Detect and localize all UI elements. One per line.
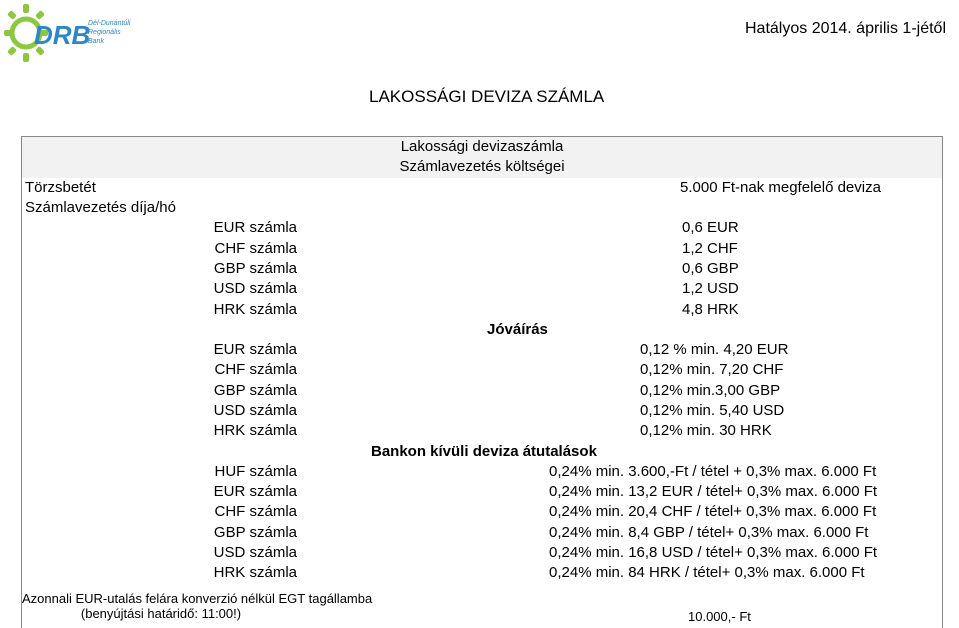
table-row — [22, 320, 942, 340]
table-row — [22, 563, 942, 583]
transfer-row-value: 0,24% min. 16,8 USD / tétel+ 0,3% max. 6.000 Ft — [549, 544, 878, 562]
instant-note-line2: (benyújtási határidő: 11:00!) — [80, 605, 242, 621]
credit-row-label: CHF számla — [214, 361, 297, 379]
table-row — [22, 238, 942, 258]
credit-row-label: HRK számla — [213, 422, 297, 440]
fee-row-label: CHF számla — [214, 239, 297, 257]
instant-transfer-value: 10.000,- Ft — [688, 608, 751, 624]
instant-note-line1: Azonnali EUR-utalás felára konverzió nélkül EGT tagállamba — [22, 590, 373, 606]
transfer-row-label: CHF számla — [214, 503, 297, 521]
credit-row-label: EUR számla — [213, 341, 297, 359]
transfer-row-value: 0,24% min. 84 HRK / tétel+ 0,3% max. 6.000 Ft — [549, 564, 865, 582]
table-row — [22, 279, 942, 299]
fee-label: Számlavezetés díja/hó — [25, 199, 176, 217]
transfer-heading: Bankon kívüli deviza átutalások — [371, 442, 597, 460]
table-row — [22, 401, 942, 421]
transfer-row-value: 0,24% min. 3.600,-Ft / tétel + 0,3% max. 6.000 Ft — [549, 462, 877, 480]
table-heading-row — [22, 137, 942, 157]
table-row — [22, 340, 942, 360]
fee-row-value: 0,6 EUR — [682, 219, 739, 237]
fee-row-value: 1,2 CHF — [682, 239, 738, 257]
bank-logo — [4, 2, 134, 64]
transfer-row-label: EUR számla — [213, 483, 297, 501]
table-row — [22, 441, 942, 461]
torzsbetet-value: 5.000 Ft-nak megfelelő deviza — [680, 178, 881, 196]
fee-row-value: 4,8 HRK — [682, 300, 739, 318]
credit-heading: Jóváírás — [487, 320, 548, 338]
transfer-row-label: HUF számla — [214, 462, 297, 480]
effective-date: Hatályos 2014. április 1-jétől — [745, 20, 946, 37]
fee-table — [22, 137, 942, 628]
credit-row-value: 0,12% min. 7,20 CHF — [640, 361, 784, 379]
transfer-row-label: USD számla — [213, 544, 297, 562]
transfer-row-value: 0,24% min. 13,2 EUR / tétel+ 0,3% max. 6.000 Ft — [549, 483, 878, 501]
transfer-row-value: 0,24% min. 8,4 GBP / tétel+ 0,3% max. 6.000 Ft — [549, 523, 869, 541]
svg-text:DRB: DRB — [34, 20, 91, 50]
table-row — [22, 421, 942, 441]
svg-text:Regionális: Regionális — [88, 29, 121, 36]
credit-row-label: GBP számla — [213, 381, 297, 399]
table-heading-1: Lakossági devizaszámla — [22, 137, 942, 157]
table-row — [22, 360, 942, 380]
fee-row-value: 0,6 GBP — [682, 259, 739, 277]
table-row — [22, 381, 942, 401]
fee-row-label: USD számla — [213, 280, 297, 298]
credit-row-value: 0,12% min. 30 HRK — [640, 422, 772, 440]
table-heading-2: Számlavezetés költségei — [22, 157, 942, 177]
svg-text:Dél-Dunántúli: Dél-Dunántúli — [88, 20, 131, 27]
table-row — [22, 523, 942, 543]
table-row — [22, 462, 942, 482]
table-row — [22, 259, 942, 279]
table-row — [22, 482, 942, 502]
fee-row-value: 1,2 USD — [682, 280, 739, 298]
page-title: LAKOSSÁGI DEVIZA SZÁMLA — [369, 87, 605, 106]
fee-row-label: GBP számla — [213, 259, 297, 277]
credit-row-value: 0,12 % min. 4,20 EUR — [640, 341, 789, 359]
torzsbetet-label: Törzsbetét — [25, 178, 96, 196]
table-row — [22, 198, 942, 218]
credit-row-value: 0,12% min.3,00 GBP — [640, 381, 781, 399]
fee-row-label: EUR számla — [213, 219, 297, 237]
transfer-row-label: HRK számla — [213, 564, 297, 582]
table-row — [22, 218, 942, 238]
table-row — [22, 543, 942, 563]
fee-row-label: HRK számla — [213, 300, 297, 318]
credit-row-label: USD számla — [213, 402, 297, 419]
svg-text:Bank: Bank — [88, 38, 104, 45]
credit-row-value: 0,12% min. 5,40 USD — [640, 402, 785, 419]
table-row — [22, 299, 942, 319]
transfer-row-value: 0,24% min. 20,4 CHF / tétel+ 0,3% max. 6.000 Ft — [549, 503, 877, 521]
drb-logo-icon — [4, 2, 134, 64]
table-row — [22, 502, 942, 522]
transfer-row-label: GBP számla — [213, 523, 297, 541]
table-row — [22, 178, 942, 198]
table-heading-row — [22, 157, 942, 177]
